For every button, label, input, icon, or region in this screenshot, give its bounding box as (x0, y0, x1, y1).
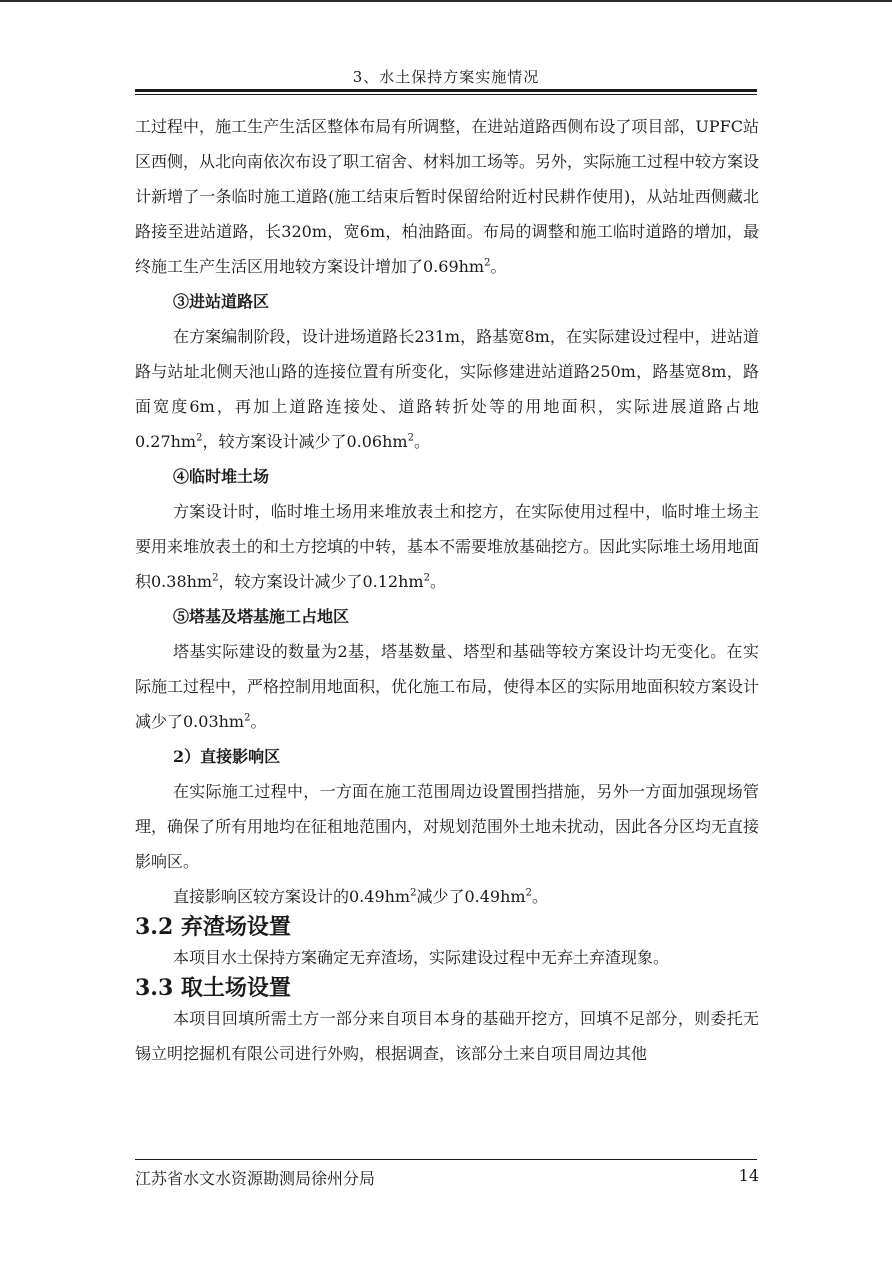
footer-organization: 江苏省水文水资源勘测局徐州分局 (135, 1169, 376, 1188)
subheading-direct-impact: 2）直接影响区 (173, 747, 281, 766)
paragraph-construction-area: 工过程中，施工生产生活区整体布局有所调整，在进站道路西侧布设了项目部，UPFC站区西侧，从北向南依次布设了职工宿舍、材料加工场等。另外，实际施工过程中较方案设计新增了一条临时施工道路(施工结束后暂时保留给附近村民耕作使用)，从站址西侧藏北路接至进站道路，长320m，宽6m，柏油路面。布局的调整和施工临时道路的增加，最终施工生产生活区用地较方案设计增加了$0.69hm^2$。 (135, 117, 760, 276)
section-heading-3-2: 3.2 弃渣场设置 (135, 914, 291, 940)
paragraph-direct-impact: 在实际施工过程中，一方面在施工范围周边设置围挡措施，另外一方面加强现场管理，确保了所有用地均在征租地范围内，对规划范围外土地未扰动，因此各分区均无直接影响区。 (135, 782, 760, 871)
paragraph-access-road: 在方案编制阶段，设计进场道路长231m，路基宽8m，在实际建设过程中，进站道路与站址北侧天池山路的连接位置有所变化，实际修建进站道路250m，路基宽8m，路面宽度6m，再加上道路连接处、道路转折处等的用地面积，实际进展道路占地$0.27hm^2$，较方案设计减少了$0.06hm^2$。 (135, 327, 759, 451)
header-rule-thick (135, 89, 757, 92)
paragraph-direct-impact-summary: 直接影响区较方案设计的$0.49hm^2$减少了$0.49hm^2$。 (173, 887, 548, 906)
paragraph-borrow-area: 本项目回填所需土方一部分来自项目本身的基础开挖方，回填不足部分，则委托无锡立明挖掘机有限公司进行外购，根据调查，该部分土来自项目周边其他 (135, 1009, 759, 1063)
page-body (135, 109, 759, 1071)
subheading-access-road: ③进站道路区 (173, 292, 270, 311)
page-top-border (0, 0, 892, 2)
paragraph-spoil-area: 本项目水土保持方案确定无弃渣场，实际建设过程中无弃土弃渣现象。 (173, 948, 670, 967)
footer-rule (135, 1159, 757, 1160)
section-heading-3-3: 3.3 取土场设置 (135, 975, 291, 1001)
subheading-tower-base: ⑤塔基及塔基施工占地区 (173, 607, 350, 626)
paragraph-tower-base: 塔基实际建设的数量为2基，塔基数量、塔型和基础等较方案设计均无变化。在实际施工过程中，严格控制用地面积，优化施工布局，使得本区的实际用地面积较方案设计减少了$0.03hm^2$。 (135, 642, 760, 731)
subheading-temp-soil-yard: ④临时堆土场 (173, 467, 270, 486)
paragraph-temp-soil-yard: 方案设计时，临时堆土场用来堆放表土和挖方，在实际使用过程中，临时堆土场主要用来堆放表土的和土方挖填的中转，基本不需要堆放基础挖方。因此实际堆土场用地面积$0.38hm^2$，较方案设计减少了$0.12hm^2$。 (135, 502, 760, 591)
page-number: 14 (738, 1166, 759, 1185)
header-rule-thin (135, 94, 757, 95)
running-header-title: 3、水土保持方案实施情况 (352, 68, 540, 86)
